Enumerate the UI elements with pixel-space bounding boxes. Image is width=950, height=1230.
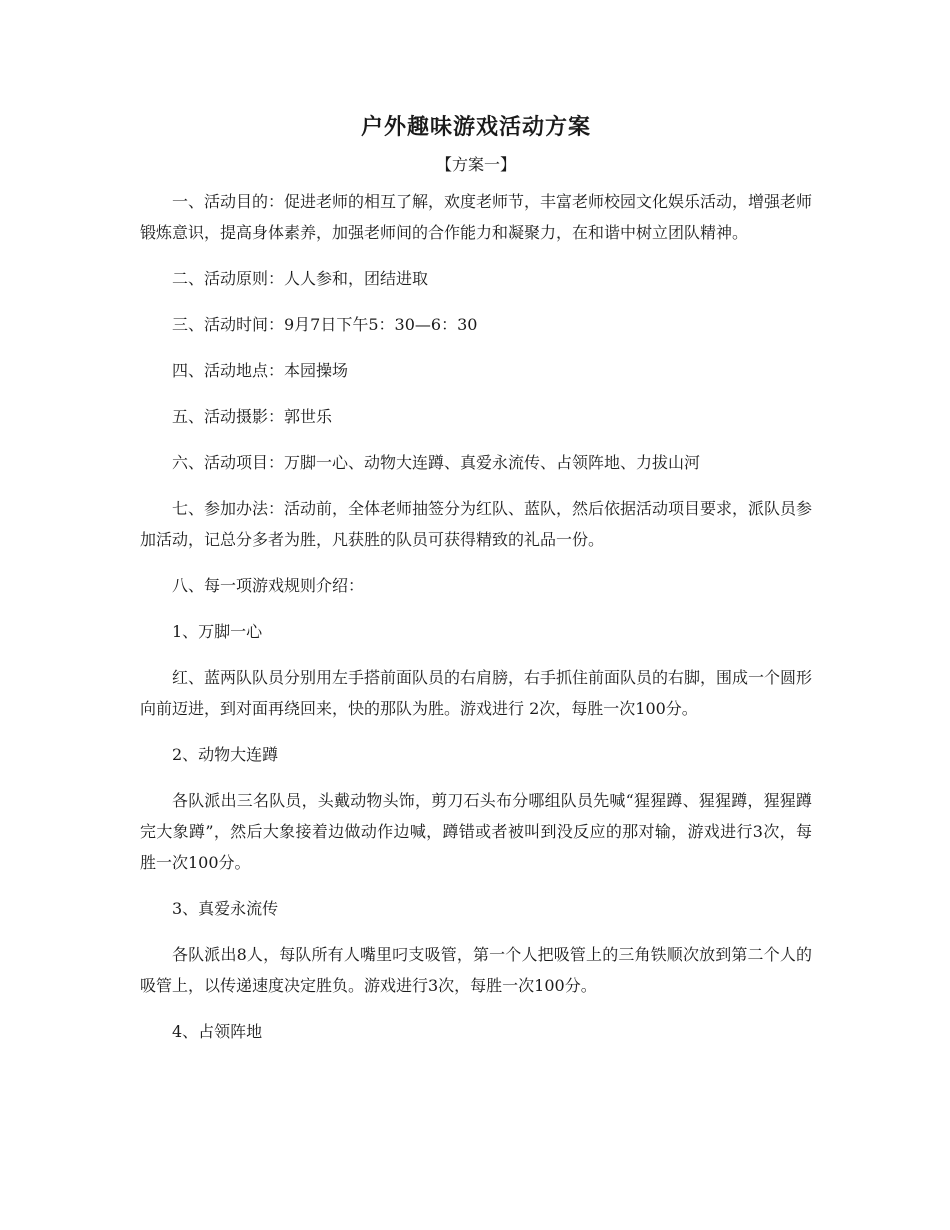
- section-heading-3: 3、真爱永流传: [172, 899, 279, 918]
- paragraph-method: 七、参加办法：活动前，全体老师抽签分为红队、蓝队，然后依据活动项目要求，派队员参加活动，记总分多者为胜，凡获胜的队员可获得精致的礼品一份。: [140, 499, 813, 549]
- document-subtitle: 【方案一】: [435, 155, 516, 174]
- section-heading-2: 2、动物大连蹲: [172, 745, 279, 764]
- section-heading-1: 1、万脚一心: [172, 622, 263, 641]
- paragraph-items: 六、活动项目：万脚一心、动物大连蹲、真爱永流传、占领阵地、力拔山河: [172, 453, 701, 472]
- document-page: [140, 112, 812, 1062]
- paragraph-location: 四、活动地点：本园操场: [172, 361, 349, 380]
- paragraph-purpose: 一、活动目的：促进老师的相互了解，欢度老师节，丰富老师校园文化娱乐活动，增强老师锻炼意识，提高身体素养，加强老师间的合作能力和凝聚力，在和谐中树立团队精神。: [140, 192, 813, 242]
- section-body-3: 各队派出8人，每队所有人嘴里叼支吸管，第一个人把吸管上的三角铁顺次放到第二个人的吸管上，以传递速度决定胜负。游戏进行3次，每胜一次100分。: [140, 945, 812, 995]
- paragraph-time: 三、活动时间：9月7日下午5：30—6：30: [172, 315, 478, 334]
- section-heading-4: 4、占领阵地: [172, 1022, 263, 1041]
- document-title: 户外趣味游戏活动方案: [360, 115, 591, 140]
- paragraph-principle: 二、活动原则：人人参和，团结进取: [172, 269, 429, 288]
- paragraph-rules-intro: 八、每一项游戏规则介绍：: [172, 576, 365, 595]
- section-body-2: 各队派出三名队员，头戴动物头饰，剪刀石头布分哪组队员先喊“猩猩蹲、猩猩蹲，猩猩蹲完大象蹲”，然后大象接着边做动作边喊，蹲错或者被叫到没反应的那对输，游戏进行3次，每胜一次100分。: [140, 791, 812, 872]
- section-body-1: 红、蓝两队队员分别用左手搭前面队员的右肩膀，右手抓住前面队员的右脚，围成一个圆形向前迈进，到对面再绕回来，快的那队为胜。游戏进行 2次，每胜一次100分。: [140, 668, 813, 718]
- paragraph-photography: 五、活动摄影：郭世乐: [172, 407, 333, 426]
